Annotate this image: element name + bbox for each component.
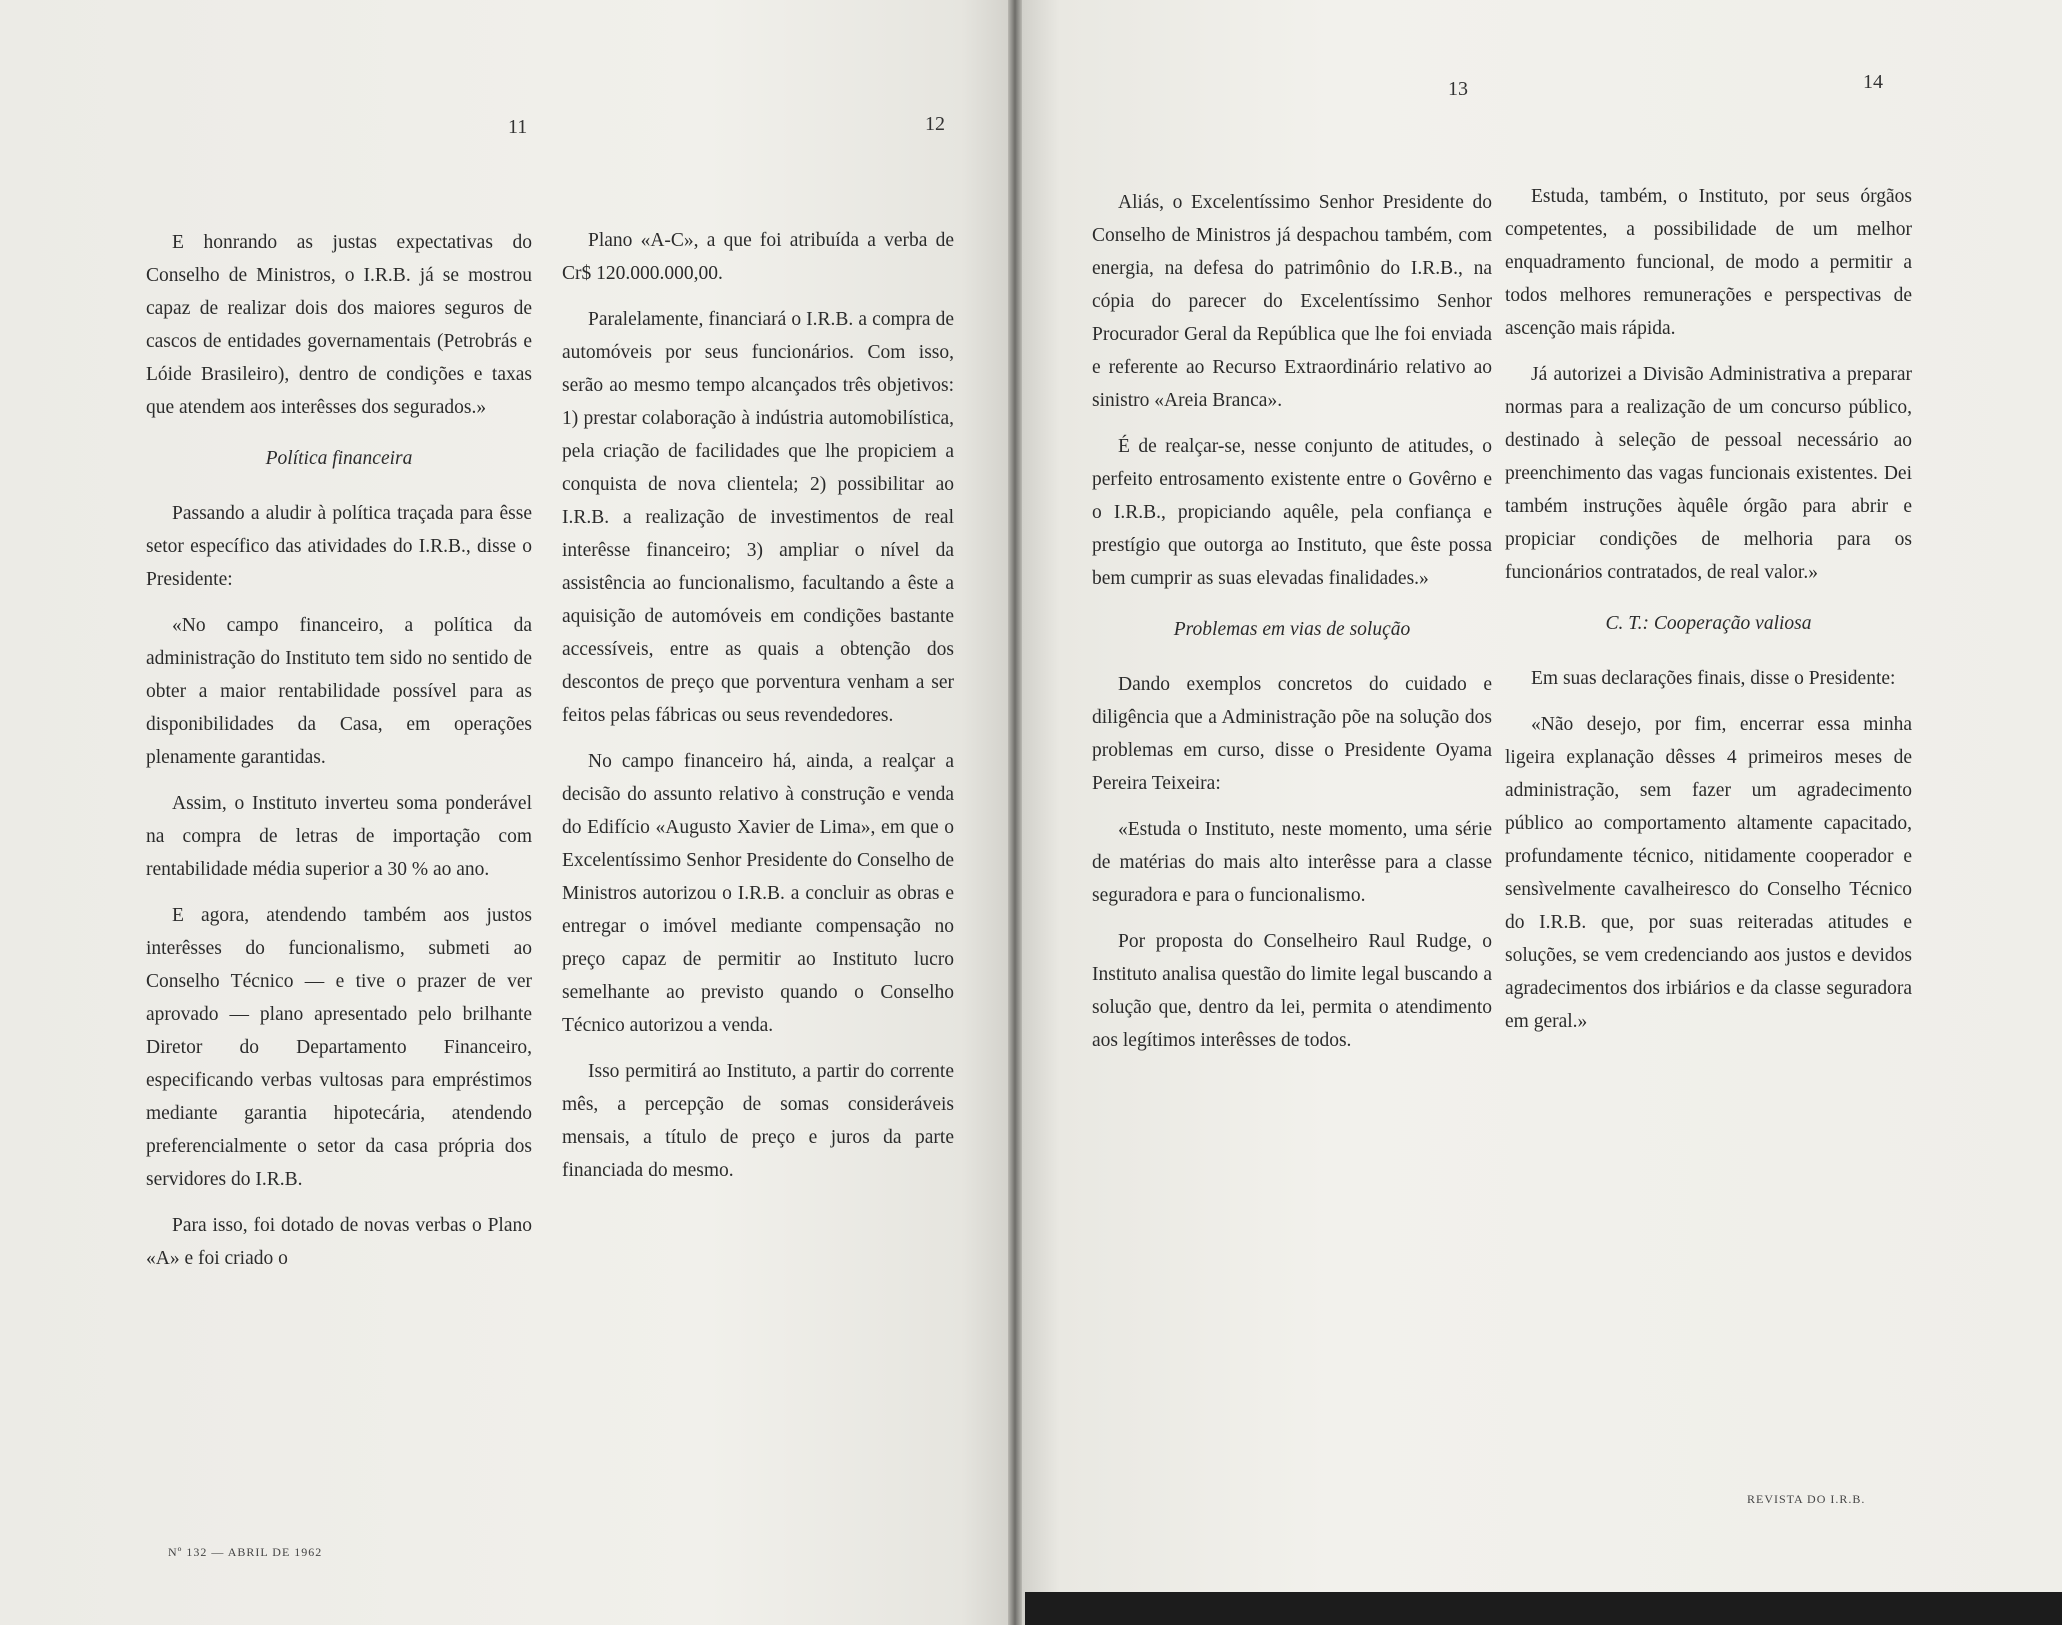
paragraph: «No campo financeiro, a política da administração do Instituto tem sido no sentido de obter a maior rentabilidade possível para as disponibilidades da Casa, em operações plenamente garantidas. xyxy=(146,615,532,768)
book-gutter xyxy=(1008,0,1022,1625)
paragraph: E honrando as justas expectativas do Conselho de Ministros, o I.R.B. já se mostrou capaz de realizar dois dos maiores seguros de cascos de entidades governamentais (Petrobrás e Lóide Brasileiro), dentro de condições e taxas que atendem aos interêsses dos segurados.» xyxy=(146,232,532,418)
page-number-14: 14 xyxy=(1863,71,1883,93)
scan-edge xyxy=(1025,1592,2062,1625)
paragraph: Paralelamente, financiará o I.R.B. a compra de automóveis por seus funcionários. Com isso, serão ao mesmo tempo alcançados três objetivos: 1) prestar colaboração à indústria automobilística, pela criação de facilidades que lhe propiciem a conquista de nova clientela; 2) possibilitar ao I.R.B. a realização de investimentos de real interêsse financeiro; 3) ampliar o nível da assistência ao funcionalismo, facultando a êste a aquisição de automóveis em condições bastante accessíveis, entre as quais a obtenção dos descontos de preço que porventura venham a ser feitos pelas fábricas ou seus revendedores. xyxy=(562,309,954,726)
paragraph: Por proposta do Conselheiro Raul Rudge, o Instituto analisa questão do limite legal buscando a solução que, dentro da lei, permita o atendimento aos legítimos interêsses de todos. xyxy=(1092,931,1492,1051)
footer-journal-name: REVISTA DO I.R.B. xyxy=(1747,1492,1866,1506)
paragraph: Estuda, também, o Instituto, por seus órgãos competentes, a possibilidade de um melhor enquadramento funcional, de modo a permitir a todos melhores remunerações e perspectivas de ascenção mais rápida. xyxy=(1505,186,1912,339)
page-number-12: 12 xyxy=(925,113,945,135)
paragraph: E agora, atendendo também aos justos interêsses do funcionalismo, submeti ao Conselho Técnico — e tive o prazer de ver aprovado — plano apresentado pelo brilhante Diretor do Departamento Financeiro, especificando verbas vultosas para empréstimos mediante garantia hipotecária, atendendo preferencialmente o setor da casa própria dos servidores do I.R.B. xyxy=(146,905,532,1190)
paragraph: Já autorizei a Divisão Administrativa a preparar normas para a realização de um concurso público, destinado à seleção de pessoal necessário ao preenchimento das vagas funcionais existentes. Dei também instruções àquêle órgão para abrir e propiciar condições de melhoria para os funcionários contratados, de real valor.» xyxy=(1505,364,1912,583)
paragraph: «Estuda o Instituto, neste momento, uma série de matérias do mais alto interêsse para a classe seguradora e para o funcionalismo. xyxy=(1092,819,1492,906)
paragraph: É de realçar-se, nesse conjunto de atitudes, o perfeito entrosamento existente entre o Govêrno e o I.R.B., propiciando aquêle, pela confiança e prestígio que outorga ao Instituto, que êste possa bem cumprir as suas elevadas finalidades.» xyxy=(1092,436,1492,589)
paragraph: Para isso, foi dotado de novas verbas o Plano «A» e foi criado o xyxy=(146,1215,532,1269)
paragraph: Dando exemplos concretos do cuidado e diligência que a Administração põe na solução dos problemas em curso, disse o Presidente Oyama Pereira Teixeira: xyxy=(1092,674,1492,794)
paragraph: No campo financeiro há, ainda, a realçar a decisão do assunto relativo à construção e venda do Edifício «Augusto Xavier de Lima», em que o Excelentíssimo Senhor Presidente do Conselho de Ministros autorizou o I.R.B. a concluir as obras e entregar o imóvel mediante compensação no preço capaz de permitir ao Instituto lucro semelhante ao previsto quando o Conselho Técnico autorizou a venda. xyxy=(562,751,954,1036)
paragraph: Isso permitirá ao Instituto, a partir do corrente mês, a percepção de somas consideráveis mensais, a título de preço e juros da parte financiada do mesmo. xyxy=(562,1061,954,1181)
page-number-11: 11 xyxy=(508,116,528,138)
column-page-11 xyxy=(146,226,532,1288)
column-page-13 xyxy=(1092,186,1492,1070)
section-heading: Problemas em vias de solução xyxy=(1173,619,1411,640)
paragraph: Assim, o Instituto inverteu soma ponderável na compra de letras de importação com rentabilidade média superior a 30 % ao ano. xyxy=(146,793,532,880)
paragraph: «Não desejo, por fim, encerrar essa minha ligeira explanação dêsses 4 primeiros meses de administração, sem fazer um agradecimento público ao comportamento altamente capacitado, profundamente técnico, nitidamente cooperador e sensìvelmente cavalheiresco do Conselho Técnico do I.R.B. que, por suas reiteradas atitudes e soluções, se vem credenciando aos justos e devidos agradecimentos dos irbiários e da classe seguradora em geral.» xyxy=(1505,714,1912,1032)
paragraph: Em suas declarações finais, disse o Presidente: xyxy=(1531,668,1896,689)
paragraph: Plano «A-C», a que foi atribuída a verba de Cr$ 120.000.000,00. xyxy=(562,230,954,284)
section-heading: Política financeira xyxy=(265,448,413,469)
section-heading: C. T.: Cooperação valiosa xyxy=(1605,613,1812,634)
paragraph: Aliás, o Excelentíssimo Senhor Presidente do Conselho de Ministros já despachou também, com energia, na defesa do patrimônio do I.R.B., na cópia do parecer do Excelentíssimo Senhor Procurador Geral da República que lhe foi enviada e referente ao Recurso Extraordinário relativo ao sinistro «Areia Branca». xyxy=(1092,192,1492,411)
page-number-13: 13 xyxy=(1448,78,1468,100)
column-page-14 xyxy=(1505,180,1912,1051)
column-page-12 xyxy=(562,224,954,1200)
footer-issue-date: Nº 132 — ABRIL DE 1962 xyxy=(168,1545,323,1559)
paragraph: Passando a aludir à política traçada para êsse setor específico das atividades do I.R.B., disse o Presidente: xyxy=(146,503,532,590)
